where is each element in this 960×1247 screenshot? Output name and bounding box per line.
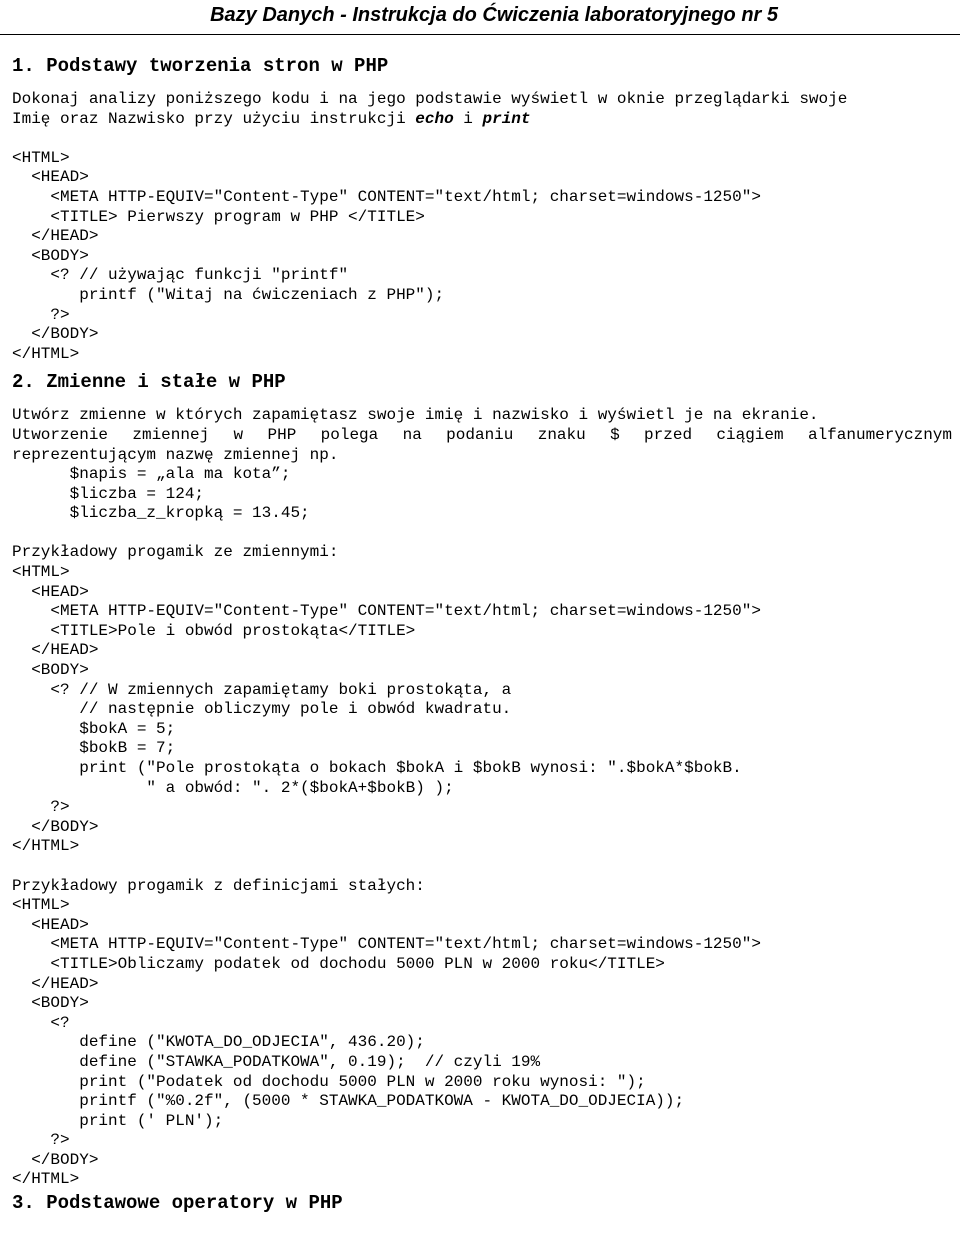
intro-text-a: Imię oraz Nazwisko przy użyciu instrukcji <box>12 109 416 128</box>
section-1-intro-line-2 <box>12 110 952 130</box>
code-line: $bokA = 5; <box>12 719 176 738</box>
code-line: <META HTTP-EQUIV="Content-Type" CONTENT="text/html; charset=windows-1250"> <box>12 187 761 206</box>
code-line: define ("KWOTA_DO_ODJECIA", 436.20); <box>12 1033 425 1052</box>
code-line: print ("Pole prostokąta o bokach $bokA i $bokB wynosi: ".$bokA*$bokB. <box>12 759 742 777</box>
code-line: </HTML> <box>12 1170 80 1189</box>
header-title: Bazy Danych - Instrukcja do Ćwiczenia laboratoryjnego nr 5 <box>210 4 778 26</box>
code-line: <BODY> <box>12 994 89 1013</box>
code-line: </HEAD> <box>12 641 99 660</box>
code-line: <HEAD> <box>12 582 89 601</box>
code-line: ?> <box>12 798 70 817</box>
keyword-echo: echo <box>415 109 454 128</box>
code-block-1 <box>12 149 952 365</box>
section-1-title: 1. Podstawy tworzenia stron w PHP <box>12 55 389 77</box>
example-1-heading: Przykładowy progamik ze zmiennymi: <box>12 543 339 562</box>
code-line: <? // W zmiennych zapamiętamy boki prostokąta, a <box>12 680 512 699</box>
code-line: </BODY> <box>12 817 99 836</box>
code-line: <HTML> <box>12 896 70 915</box>
variable-example: $liczba_z_kropką = 13.45; <box>12 504 310 523</box>
code-line: </HTML> <box>12 837 80 856</box>
code-line: <HEAD> <box>12 915 89 934</box>
section-3-title: 3. Podstawowe operatory w PHP <box>12 1192 343 1215</box>
code-line: <TITLE> Pierwszy program w PHP </TITLE> <box>12 207 425 226</box>
intro-text-b: i <box>453 109 483 128</box>
code-line: <BODY> <box>12 246 89 265</box>
code-line: <? // używając funkcji "printf" <box>12 266 349 285</box>
section-1-intro-line-1: Dokonaj analizy poniższego kodu i na jego podstawie wyświetl w oknie przeglądarki swoje <box>12 90 848 108</box>
code-line: </HEAD> <box>12 974 99 993</box>
keyword-print: print <box>482 109 531 128</box>
code-line: </HTML> <box>12 344 80 363</box>
section-2-paragraph-2-line-1: Utworzenie zmiennej w PHP polega na podaniu znaku $ przed ciągiem alfanumerycznym <box>12 425 952 444</box>
variable-example: $napis = „ala ma kota”; <box>12 465 291 484</box>
code-line: <HTML> <box>12 563 70 582</box>
code-line: </HEAD> <box>12 227 99 246</box>
code-line: <TITLE>Pole i obwód prostokąta</TITLE> <box>12 621 416 640</box>
code-line: " a obwód: ". 2*($bokA+$bokB) ); <box>12 778 454 797</box>
page-header <box>0 0 960 35</box>
variable-example: $liczba = 124; <box>12 484 205 503</box>
example-2-heading: Przykładowy progamik z definicjami stałych: <box>12 876 425 895</box>
code-line: </BODY> <box>12 1150 99 1169</box>
code-line: ?> <box>12 305 70 324</box>
code-line: printf ("Witaj na ćwiczeniach z PHP"); <box>12 285 445 304</box>
code-line: <? <box>12 1013 70 1032</box>
code-line: ?> <box>12 1131 70 1150</box>
code-block-3 <box>12 896 952 1190</box>
code-line: // następnie obliczymy pole i obwód kwadratu. <box>12 700 512 719</box>
code-line: <HEAD> <box>12 168 89 187</box>
code-line: <META HTTP-EQUIV="Content-Type" CONTENT="text/html; charset=windows-1250"> <box>12 602 761 621</box>
code-line: <HTML> <box>12 148 70 167</box>
section-2-title: 2. Zmienne i stałe w PHP <box>12 371 286 394</box>
code-block-2 <box>12 563 952 857</box>
code-line: printf ("%0.2f", (5000 * STAWKA_PODATKOWA - KWOTA_DO_ODJECIA)); <box>12 1092 685 1111</box>
document-content <box>12 48 952 1216</box>
code-line: print (' PLN'); <box>12 1111 224 1130</box>
code-line: $bokB = 7; <box>12 739 176 758</box>
code-line: <TITLE>Obliczamy podatek od dochodu 5000 PLN w 2000 roku</TITLE> <box>12 954 665 973</box>
code-line: print ("Podatek od dochodu 5000 PLN w 2000 roku wynosi: "); <box>12 1072 646 1091</box>
section-2-paragraph-2-line-2: reprezentującym nazwę zmiennej np. <box>12 445 339 464</box>
code-line: define ("STAWKA_PODATKOWA", 0.19); // czyli 19% <box>12 1052 541 1071</box>
code-line: </BODY> <box>12 325 99 344</box>
code-line: <BODY> <box>12 661 89 680</box>
section-2-paragraph-1: Utwórz zmienne w których zapamiętasz swoje imię i nazwisko i wyświetl je na ekranie. <box>12 406 819 425</box>
code-line: <META HTTP-EQUIV="Content-Type" CONTENT="text/html; charset=windows-1250"> <box>12 935 761 954</box>
